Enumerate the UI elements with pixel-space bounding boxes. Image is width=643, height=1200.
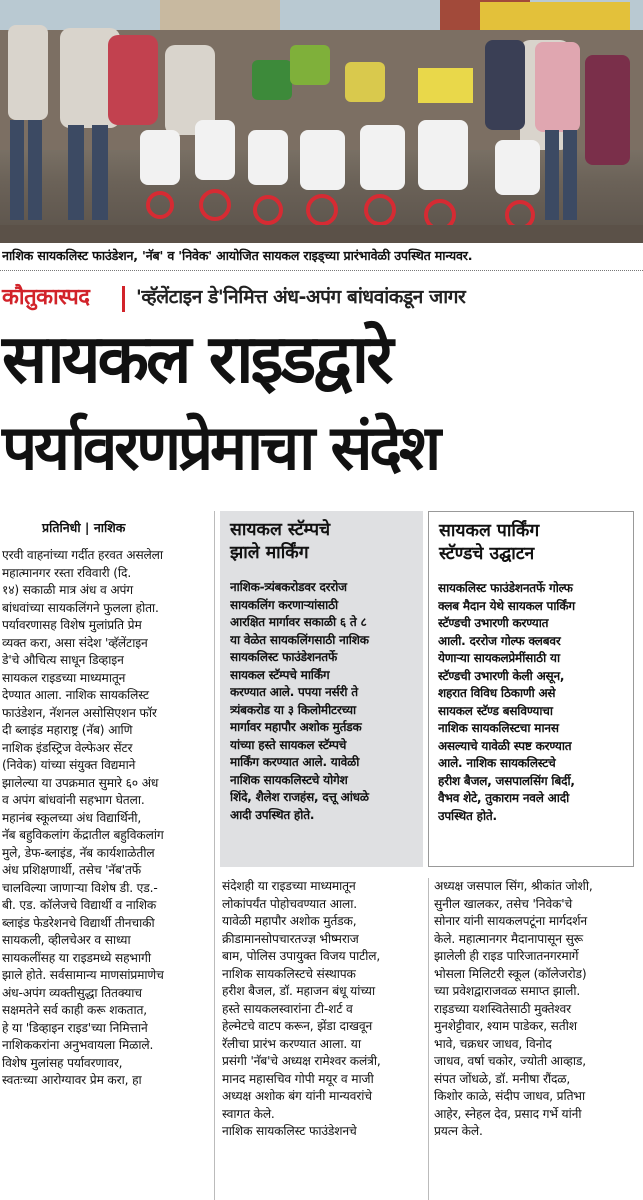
article-column-3 [434, 878, 636, 1141]
text-line: प्रसंगी 'नॅब'चे अध्यक्ष रामेश्वर कलंत्री, [222, 1054, 381, 1068]
text-line: वैभव शेटे, तुकाराम नवले आदी [438, 791, 570, 805]
text-line: डे'चे औचित्य साधून डिव्हाइन [2, 653, 124, 667]
text-line: स्वतःच्या आरोग्यावर प्रेम करा, हा [2, 1073, 142, 1087]
box-title [230, 519, 330, 565]
text-line: बाम, पोलिस उपायुक्त विजय पाटील, [222, 949, 381, 963]
text-line: संपत जोंधळे, डॉ. मनीषा रौंदळ, [434, 1071, 571, 1086]
text-line: (निवेक) यांच्या संयुक्त विद्यमाने [2, 758, 136, 772]
text-line: बांधवांच्या सायकलिंगने फुलला होता. [2, 600, 159, 615]
text-line: राइडच्या यशस्वितेसाठी मुक्तेश्वर [434, 1001, 571, 1016]
text-line: व अपंग बांधवांनी सहभाग घेतला. [2, 793, 145, 807]
kicker-subheading: 'व्हॅलेंटाइन डे'निमित्त अंध-अपंग बांधवांकडून जागर [136, 286, 466, 308]
text-line: सायकलिस्ट फाउंडेशनतर्फे [230, 650, 338, 664]
box-title-line: सायकल पार्किंग [439, 521, 540, 541]
text-line: त्र्यंबकरोड या ३ किलोमीटरच्या [230, 702, 356, 717]
text-line: झालेल्या या उपक्रमात सुमारे ६० अंध [2, 775, 159, 790]
text-line: नाशिक सायकलिस्टचे संस्थापक [222, 966, 356, 981]
text-line: येणाऱ्या सायकलप्रेमींसाठी या [438, 651, 560, 665]
box-title [439, 520, 539, 566]
column-rule [428, 878, 429, 1200]
text-line: शहरात विविध ठिकाणी असे [438, 686, 556, 700]
text-line: नॅब बहुविकलांग केंद्रातील बहुविकलांग [2, 828, 164, 842]
text-line: सायकल स्टॅम्पचे मार्किंग [230, 667, 330, 682]
text-line: अंध प्रशिक्षणार्थी, तसेच 'नॅब'तर्फे [2, 863, 142, 877]
text-line: अंध-अपंग व्यक्तीसुद्धा तितक्याच [2, 985, 142, 1000]
text-line: अध्यक्ष अशोक बंग यांनी मान्यवरांचे [222, 1089, 372, 1103]
text-line: करण्यात आले. पपया नर्सरी ते [230, 685, 358, 699]
text-line: यावेळी महापौर अशोक मुर्तडक, [222, 914, 357, 928]
text-line: सायकली, व्हीलचेअर व साध्या [2, 933, 131, 947]
text-line: स्टॅण्डची उभारणी करण्यात [438, 616, 549, 630]
text-line: मुले, डेफ-ब्लाइंड, नॅब कार्यशाळेतील [2, 845, 155, 860]
text-line: चालविल्या जाणाऱ्या विशेष डी. एड.- [2, 880, 158, 895]
box-title-line: सायकल स्टॅम्पचे [230, 520, 331, 540]
text-line: स्वागत केले. [222, 1106, 275, 1121]
text-line: महानंब स्कूलच्या अंध विद्यार्थिनी, [2, 810, 142, 825]
text-line: सुनील खालकर, तसेच 'निवेक'चे [434, 896, 573, 911]
text-line: बी. एड. कॉलेजचे विद्यार्थी व नाशिक [2, 898, 157, 912]
text-line: केले. महात्मानगर मैदानापासून सुरू [434, 931, 583, 946]
text-line: झालेली ही राइड पारिजातनगरमार्गे [434, 949, 579, 963]
text-line: सायकल राइडच्या माध्यमातून [2, 670, 126, 685]
text-line: महात्मानगर रस्ता रविवारी (दि. [2, 565, 132, 580]
text-line: आदी उपस्थित होते. [230, 807, 315, 822]
article-column-1 [2, 547, 210, 1090]
text-line: मार्गावर महापौर अशोक मुर्तडक [230, 720, 362, 734]
box-title-line: झाले मार्किंग [230, 543, 309, 563]
photo-caption: नाशिक सायकलिस्ट फाउंडेशन, 'नॅब' व 'निवेक' आयोजित सायकल राइड्च्या प्रारंभावेळी उपस्थित मान्यवर. [2, 248, 473, 263]
text-line: दी ब्लाइंड महाराष्ट्र (नॅब) आणि [2, 723, 133, 737]
text-line: संदेशही या राइडच्या माध्यमातून [222, 879, 356, 893]
text-line: विशेष मुलांसह पर्यावरणावर, [2, 1055, 123, 1070]
column-rule [214, 511, 215, 1200]
text-line: आली. दररोज गोल्फ क्लबवर [438, 633, 561, 648]
text-line: नाशिक इंडस्ट्रिज वेल्फेअर सेंटर [2, 740, 133, 755]
text-line: क्लब मैदान येथे सायकल पार्किंग [438, 598, 575, 613]
text-line: हस्ते सायकलस्वारांना टी-शर्ट व [222, 1001, 353, 1016]
kicker-separator [122, 286, 125, 312]
box-title-line: स्टॅण्डचे उद्घाटन [439, 544, 535, 564]
text-line: फाउंडेशन, नॅशनल असोसिएशन फॉर [2, 705, 157, 720]
text-line: आले. नाशिक सायकलिस्टचे [438, 756, 556, 770]
headline-line-2: पर्यावरणप्रेमाचा संदेश [2, 411, 438, 484]
text-line: आहेर, स्नेहल देव, प्रसाद गर्भे यांनी [434, 1106, 582, 1121]
text-line: यांच्या हस्ते सायकल स्टॅम्पचे [230, 737, 347, 752]
text-line: सायकलींसह या राइडमध्ये सहभागी [2, 950, 151, 965]
text-line: नाशिक सायकलिस्टचे योगेश [230, 772, 348, 787]
text-line: भोसला मिलिटरी स्कूल (कॉलेजरोड) [434, 966, 587, 981]
text-line: सक्षमतेने सर्व काही करू शकतात, [2, 1003, 148, 1017]
text-line: या वेळेत सायकलिंगसाठी नाशिक [230, 632, 369, 647]
text-line: रॅलीचा प्रारंभ करण्यात आला. या [222, 1036, 361, 1051]
text-line: भावे, चक्रधर जाधव, विनोद [434, 1036, 552, 1051]
text-line: मानद महासचिव गोपी मयूर व माजी [222, 1071, 374, 1086]
text-line: हेल्मेटचे वाटप करून, झेंडा दाखवून [222, 1019, 373, 1033]
text-line: अध्यक्ष जसपाल सिंग, श्रीकांत जोशी, [434, 879, 593, 893]
text-line: प्रयत्न केले. [434, 1124, 483, 1138]
text-line: किशोर काळे, संदीप जाधव, प्रतिभा [434, 1089, 585, 1103]
text-line: देण्यात आला. नाशिक सायकलिस्ट [2, 688, 149, 702]
text-line: हे या 'डिव्हाइन राइड'च्या निमित्ताने [2, 1020, 148, 1035]
divider [0, 270, 643, 271]
text-line: जाधव, वर्षा चकोर, ज्योती आव्हाड, [434, 1054, 586, 1068]
text-line: नाशिककरांना अनुभवायला मिळाले. [2, 1038, 154, 1052]
text-line: च्या प्रवेशद्वाराजवळ समाप्त झाली. [434, 984, 581, 998]
sidebar-box-stamp-marking [220, 511, 423, 867]
text-line: व्यक्त करा, असा संदेश 'व्हॅलेंटाइन [2, 635, 148, 650]
text-line: क्रीडामानसोपचारतज्ज्ञ भीष्मराज [222, 931, 359, 946]
text-line: हरीश बैजल, डॉ. महाजन बंधू यांच्या [222, 984, 375, 998]
box-body [438, 580, 630, 825]
text-line: सोनार यांनी सायकलपटूंना मार्गदर्शन [434, 914, 587, 928]
text-line: असल्याचे यावेळी स्पष्ट करण्यात [438, 738, 572, 753]
text-line: मार्किंग करण्यात आले. यावेळी [230, 755, 360, 769]
kicker-label: कौतुकास्पद [2, 285, 90, 310]
text-line: एरवी वाहनांच्या गर्दीत हरवत असलेला [2, 548, 163, 562]
text-line: शिंदे, शैलेश राजहंस, दत्तू आंधळे [230, 790, 369, 804]
text-line: सायकलिस्ट फाउंडेशनतर्फे गोल्फ [438, 581, 573, 595]
text-line: नाशिक सायकलिस्टचा मानस [438, 721, 559, 735]
text-line: हरीश बैजल, जसपालसिंग बिर्दी, [438, 773, 575, 788]
event-photo [0, 0, 643, 243]
text-line: ब्लाइंड फेडरेशनचे विद्यार्थी तीनचाकी [2, 915, 155, 930]
text-line: उपस्थित होते. [438, 808, 497, 823]
text-line: आरक्षित मार्गावर सकाळी ६ ते ८ [230, 615, 367, 629]
text-line: सायकलिंग करणाऱ्यांसाठी [230, 597, 338, 612]
headline-line-1: सायकल राइडद्वारे [2, 320, 391, 398]
text-line: झाले होते. सर्वसामान्य माणसांप्रमाणेच [2, 968, 164, 982]
byline: प्रतिनिधी | नाशिक [42, 520, 126, 535]
text-line: स्टॅण्डची उभारणी केली असून, [438, 668, 565, 683]
text-line: नाशिक सायकलिस्ट फाउंडेशनचे [222, 1124, 357, 1138]
text-line: मुनशेट्टीवार, श्याम पाडेकर, सतीश [434, 1019, 577, 1033]
text-line: पर्यावरणासह विशेष मुलांप्रति प्रेम [2, 618, 142, 632]
sidebar-box-parking-stand [428, 511, 634, 867]
text-line: नाशिक-त्र्यंबकरोडवर दररोज [230, 580, 347, 594]
text-line: लोकांपर्यंत पोहोचवण्यात आला. [222, 896, 358, 911]
text-line: सायकल स्टॅण्ड बसविण्याचा [438, 703, 553, 718]
text-line: १४) सकाळी मात्र अंध व अपंग [2, 583, 133, 597]
article-column-2 [222, 878, 424, 1141]
box-body [230, 579, 418, 824]
